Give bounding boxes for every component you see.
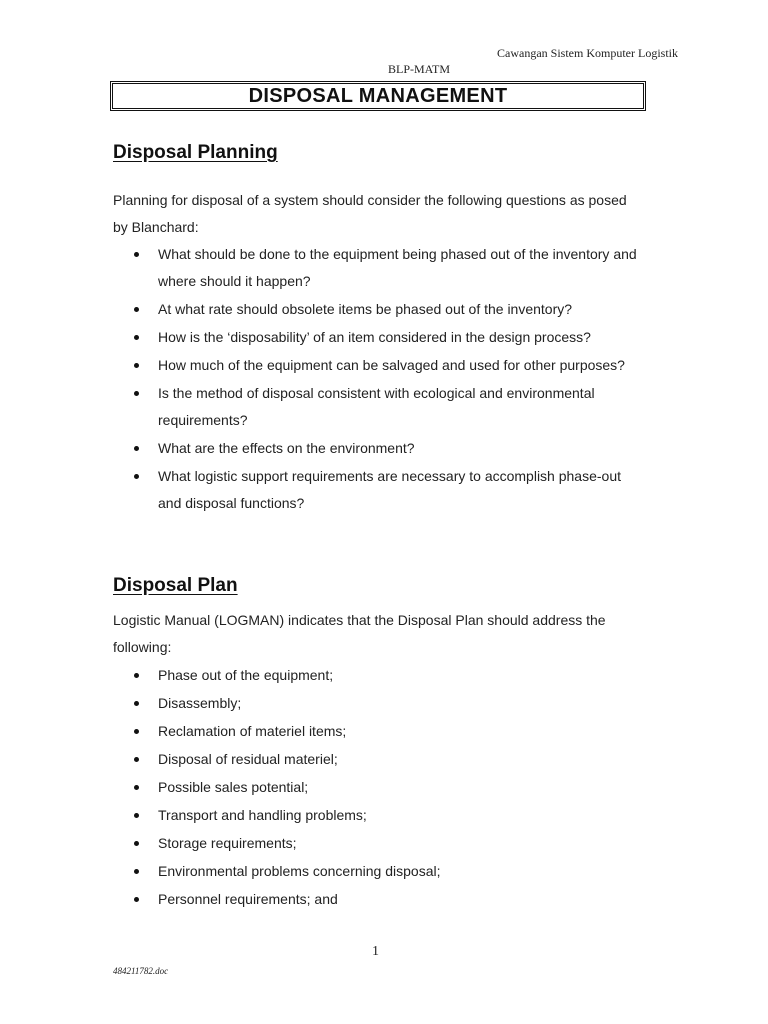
page-number: 1	[372, 944, 379, 959]
bullet-icon	[134, 869, 139, 874]
list-item: Environmental problems concerning disposal;	[113, 858, 648, 885]
bullet-icon	[134, 813, 139, 818]
header-organization: Cawangan Sistem Komputer Logistik	[497, 46, 678, 60]
bullet-icon	[134, 701, 139, 706]
list-item: Storage requirements;	[113, 830, 648, 857]
list-item: What are the effects on the environment?	[113, 435, 648, 462]
list-item: How is the ‘disposability’ of an item considered in the design process?	[113, 324, 648, 351]
bullet-icon	[134, 391, 139, 396]
section-heading-disposal-planning: Disposal Planning	[113, 142, 278, 163]
list-item: What should be done to the equipment being phased out of the inventory and where should it happen?	[113, 241, 648, 295]
section-intro-disposal-planning: Planning for disposal of a system should consider the following questions as posed by Blanchard:	[113, 192, 627, 235]
bullet-icon	[134, 897, 139, 902]
document-title: DISPOSAL MANAGEMENT	[248, 85, 508, 107]
list-item: Reclamation of materiel items;	[113, 718, 648, 745]
section-heading-disposal-plan: Disposal Plan	[113, 575, 238, 596]
list-item: Transport and handling problems;	[113, 802, 648, 829]
footer-filename: 484211782.doc	[113, 966, 169, 976]
header-document-code: BLP-MATM	[388, 62, 451, 76]
bullet-icon	[134, 474, 139, 479]
list-item: Is the method of disposal consistent with ecological and environmental requirements?	[113, 380, 648, 434]
bullet-icon	[134, 446, 139, 451]
list-item: How much of the equipment can be salvaged and used for other purposes?	[113, 352, 648, 379]
bullet-list-disposal-planning	[113, 241, 653, 518]
list-item: Possible sales potential;	[113, 774, 648, 801]
bullet-icon	[134, 307, 139, 312]
list-item: What logistic support requirements are necessary to accomplish phase-out and disposal functions?	[113, 463, 648, 517]
bullet-icon	[134, 785, 139, 790]
bullet-icon	[134, 841, 139, 846]
list-item: Phase out of the equipment;	[113, 662, 648, 689]
bullet-icon	[134, 252, 139, 257]
list-item: Disposal of residual materiel;	[113, 746, 648, 773]
document-title-box	[110, 81, 646, 111]
section-intro-disposal-plan: Logistic Manual (LOGMAN) indicates that the Disposal Plan should address the following:	[113, 612, 606, 655]
list-item: Disassembly;	[113, 690, 648, 717]
bullet-list-disposal-plan	[113, 662, 653, 914]
bullet-icon	[134, 673, 139, 678]
bullet-icon	[134, 729, 139, 734]
list-item: Personnel requirements; and	[113, 886, 648, 913]
bullet-icon	[134, 363, 139, 368]
bullet-icon	[134, 757, 139, 762]
bullet-icon	[134, 335, 139, 340]
list-item: At what rate should obsolete items be phased out of the inventory?	[113, 296, 648, 323]
